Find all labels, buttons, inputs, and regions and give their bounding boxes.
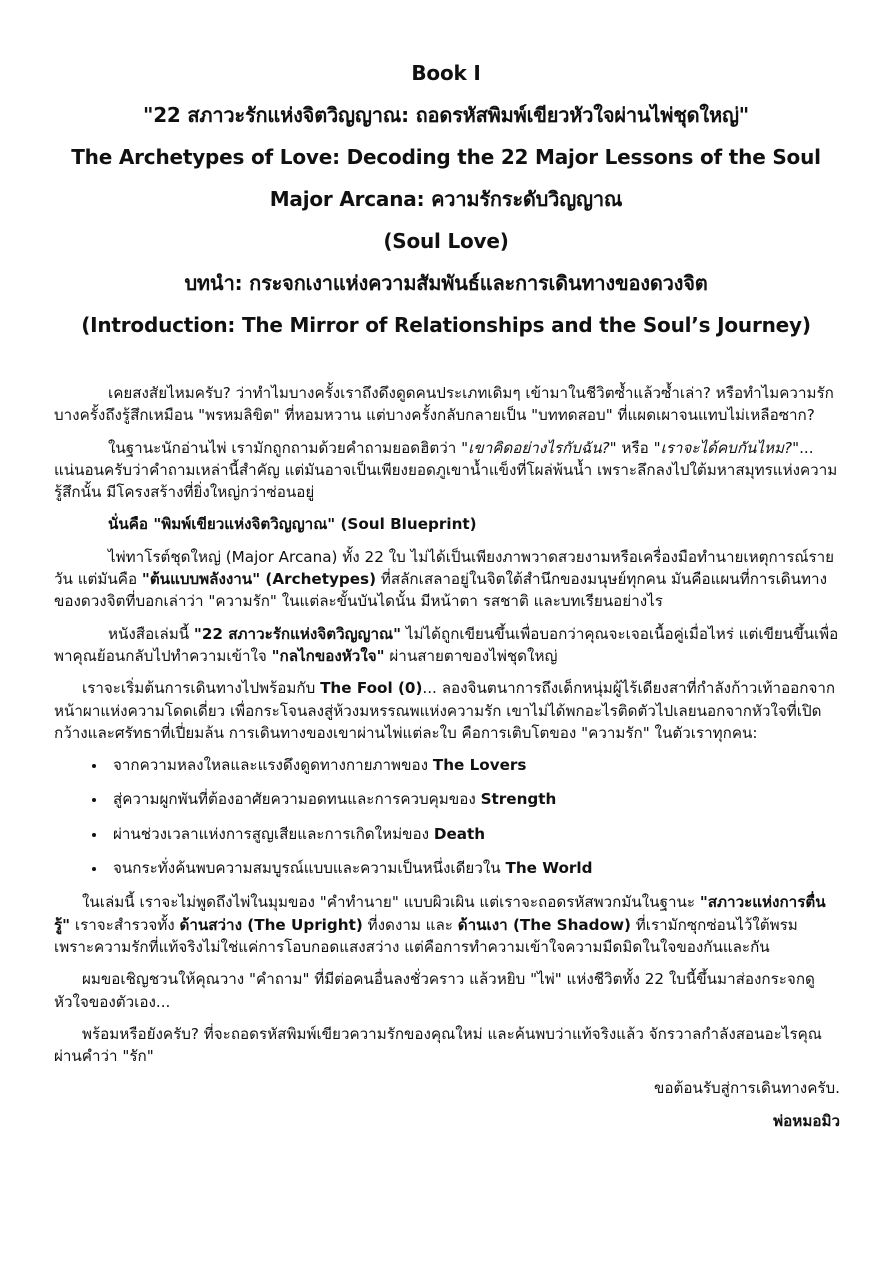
text-run: ไม่ได้ถูกเขียนขึ้นเพื่อบอกว่าคุณจะเจอเนื้อคู่เมื่อไหร่ แต่เขียนขึ้นเพื่อพาคุณย้อนกลับไปทำความเข้าใจ <box>54 624 839 665</box>
text-run: ที่สลักเสลาอยู่ในจิตใต้สำนึกของมนุษย์ทุกคน มันคือแผนที่การเดินทางของดวงจิตที่บอกเล่าว่า "ความรัก" ในแต่ละขั้นบันไดนั้น มีหน้าตา รสชาติ และบทเรียนอย่างไร <box>54 570 827 611</box>
text-run: ผ่านสายตาของไพ่ชุดใหญ่ <box>384 646 558 665</box>
text-run: ในเล่มนี้ เราจะไม่พูดถึงไพ่ในมุมของ "คำทำนาย" แบบผิวเผิน แต่เราจะถอดรหัสพวกมันในฐานะ <box>82 893 700 912</box>
section-title: Major Arcana: ความรักระดับวิญญาณ <box>269 187 623 211</box>
paragraph-invitation: ผมขอเชิญชวนให้คุณวาง "คำถาม" ที่มีต่อคนอื่นลงชั่วคราว แล้วหยิบ "ไพ่" แห่งชีวิตทั้ง 22 ใบนี้ขึ้นมาส่องกระจกดูหัวใจของตัวเอง... <box>54 970 815 1011</box>
list-item <box>107 788 840 810</box>
section-subtitle: (Soul Love) <box>383 229 509 253</box>
list-item <box>107 754 840 776</box>
upright-term: ด้านสว่าง (The Upright) <box>179 915 363 934</box>
card-name: The Lovers <box>432 756 527 775</box>
text-run: เราจะเริ่มต้นการเดินทางไปพร้อมกับ <box>82 679 321 698</box>
book-label: Book I <box>411 61 481 85</box>
text-run: ... แน่นอนครับว่าคำถามเหล่านี้สำคัญ แต่มันอาจเป็นเพียงยอดภูเขาน้ำแข็งที่โผล่พ้นน้ำ เพราะลึกลงไปใต้มหาสมุทรแห่งความรู้สึกนั้น มีโครงสร้างที่ยิ่งใหญ่กว่าซ่อนอยู่ <box>54 438 838 502</box>
author-name: พ่อหมอมิว <box>773 1111 840 1130</box>
introduction-title-thai: บทนำ: กระจกเงาแห่งความสัมพันธ์และการเดินทางของดวงจิต <box>184 271 708 295</box>
paragraph-opening: เคยสงสัยไหมครับ? ว่าทำไมบางครั้งเราถึงดึงดูดคนประเภทเดิมๆ เข้ามาในชีวิตซ้ำแล้วซ้ำเล่า? หรือทำไมความรักบางครั้งถึงรู้สึกเหมือน "พรหมลิขิต" ที่หอมหวาน แต่บางครั้งกลับกลายเป็น "บททดสอบ" ที่แผดเผาจนแทบไม่เหลือซาก? <box>54 384 834 425</box>
text-run: ที่งดงาม และ <box>362 915 458 934</box>
shadow-term: ด้านเงา (The Shadow) <box>457 915 631 934</box>
card-name: Strength <box>480 790 557 809</box>
quoted-question: "เราจะได้คบกันไหม?" <box>653 438 800 457</box>
text-run: เราจะสำรวจทั้ง <box>70 915 180 934</box>
text-run: สู่ความผูกพันที่ต้องอาศัยความอดทนและการควบคุมของ <box>113 790 481 809</box>
card-name: The World <box>505 859 593 878</box>
english-title: The Archetypes of Love: Decoding the 22 Major Lessons of the Soul <box>71 145 821 169</box>
card-name: The Fool (0) <box>320 679 423 698</box>
paragraph-ready: พร้อมหรือยังครับ? ที่จะถอดรหัสพิมพ์เขียวความรักของคุณใหม่ และค้นพบว่าแท้จริงแล้ว จักรวาลกำลังสอนอะไรคุณผ่านคำว่า "รัก" <box>54 1024 822 1066</box>
heart-mechanism-term: "กลไกของหัวใจ" <box>271 646 385 665</box>
title-block <box>0 52 892 346</box>
text-run: จากความหลงใหลและแรงดึงดูดทางกายภาพของ <box>113 756 433 775</box>
body-text <box>54 382 840 1142</box>
paragraph-questions <box>54 437 840 504</box>
paragraph-awakening <box>54 891 840 958</box>
card-name: Death <box>433 824 486 843</box>
archetypes-term: "ต้นแบบพลังงาน" (Archetypes) <box>141 570 377 589</box>
text-run: หนังสือเล่มนี้ <box>108 624 194 643</box>
book-name: "22 สภาวะรักแห่งจิตวิญญาณ" <box>193 624 402 643</box>
paragraph-book-purpose <box>54 623 840 668</box>
introduction-title-english: (Introduction: The Mirror of Relationships and the Soul’s Journey) <box>81 313 811 337</box>
paragraph-major-arcana <box>54 546 840 613</box>
author-signature <box>54 1110 840 1132</box>
paragraph-soul-blueprint <box>54 513 840 535</box>
closing-line: ขอต้อนรับสู่การเดินทางครับ. <box>654 1079 840 1098</box>
soul-blueprint-heading: นั่นคือ "พิมพ์เขียวแห่งจิตวิญญาณ" (Soul Blueprint) <box>108 515 477 534</box>
text-run: ไพ่ทาโรต์ชุดใหญ่ (Major Arcana) ทั้ง 22 ใบ ไม่ได้เป็นเพียงภาพวาดสวยงามหรือเครื่องมือทำนายเหตุการณ์รายวัน แต่มันคือ <box>54 547 835 589</box>
text-run: จนกระทั่งค้นพบความสมบูรณ์แบบและความเป็นหนึ่งเดียวใน <box>113 859 506 878</box>
text-run: ในฐานะนักอ่านไพ่ เรามักถูกถามด้วยคำถามยอดฮิตว่า <box>108 438 462 457</box>
text-run: ... ลองจินตนาการถึงเด็กหนุ่มผู้ไร้เดียงสาที่กำลังก้าวเท้าออกจากหน้าผาแห่งความโดดเดี่ยว เพื่อกระโจนลงสู่ห้วงมหรรณพแห่งความรัก เขาไม่ได้พกอะไรติดตัวไปเลยนอกจากหัวใจที่เปิดกว้างและศรัทธาที่เปี่ยมล้น การเดินทางของเขาผ่านไพ่แต่ละใบ คือการเติบโตของ "ความรัก" ในตัวเราทุกคน: <box>54 679 836 742</box>
thai-title: "22 สภาวะรักแห่งจิตวิญญาณ: ถอดรหัสพิมพ์เขียวหัวใจผ่านไพ่ชุดใหญ่" <box>142 103 750 127</box>
text-run: หรือ <box>616 438 654 457</box>
quoted-question: "เขาคิดอย่างไรกับฉัน?" <box>461 438 617 457</box>
list-item <box>107 823 840 845</box>
awakening-term: "สภาวะแห่งการตื่นรู้" <box>54 893 826 934</box>
list-item <box>107 857 840 879</box>
text-run: ที่เรามักซุกซ่อนไว้ใต้พรม เพราะความรักที่แท้จริงไม่ใช่แค่การโอบกอดแสงสว่าง แต่คือการทำความเข้าใจความมืดมิดในใจของกันและกัน <box>54 915 798 956</box>
text-run: ผ่านช่วงเวลาแห่งการสูญเสียและการเกิดใหม่ของ <box>113 824 434 843</box>
card-journey-list <box>54 754 840 879</box>
paragraph-fool-journey <box>54 677 840 744</box>
